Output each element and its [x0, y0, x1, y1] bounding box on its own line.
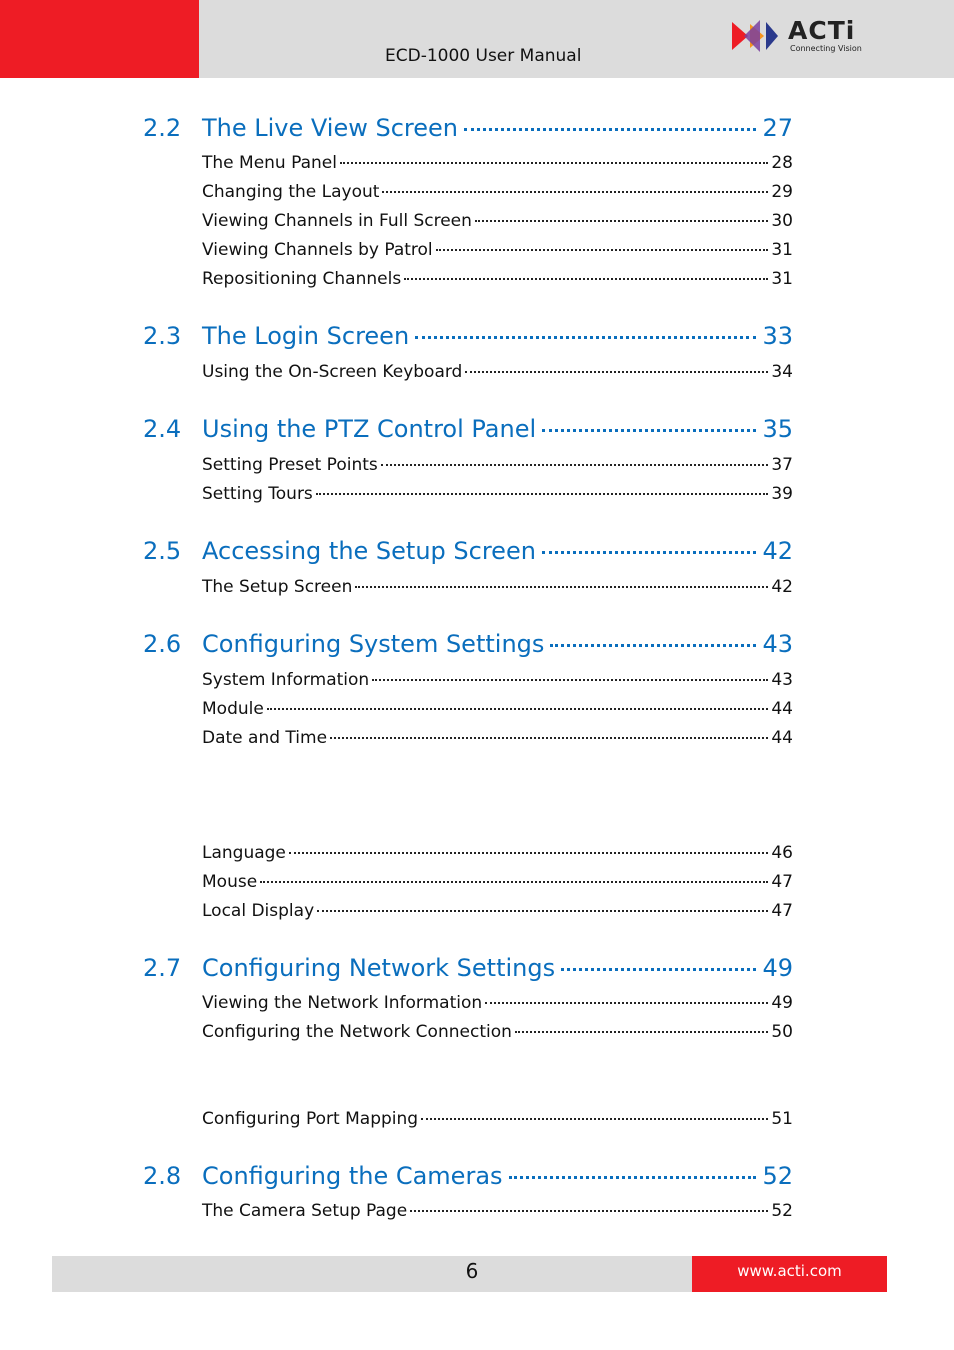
toc-section-2-2[interactable]: [143, 114, 793, 148]
header-red-block: [0, 0, 199, 78]
toc-entry[interactable]: [202, 993, 793, 1017]
toc-entry[interactable]: [202, 211, 793, 235]
dot-leader: [415, 336, 756, 339]
toc-section-2-6[interactable]: [143, 630, 793, 664]
toc-entry[interactable]: [202, 1201, 793, 1225]
section-page: 27: [762, 114, 793, 142]
entry-page: 30: [771, 211, 793, 231]
dot-leader: [316, 493, 769, 495]
section-title: Accessing the Setup Screen: [202, 537, 536, 565]
dot-leader: [355, 586, 768, 588]
toc-section-2-3[interactable]: [143, 322, 793, 356]
dot-leader: [485, 1002, 768, 1004]
section-number: 2.7: [143, 954, 182, 982]
toc-section-2-4[interactable]: [143, 415, 793, 449]
entry-title: Configuring Port Mapping: [202, 1109, 419, 1129]
toc-entry[interactable]: [202, 182, 793, 206]
section-number: 2.5: [143, 537, 182, 565]
section-page: 43: [762, 630, 793, 658]
toc-entry[interactable]: [202, 1022, 793, 1046]
dot-leader: [542, 551, 757, 554]
entry-title: Repositioning Channels: [202, 269, 402, 289]
section-title: Using the PTZ Control Panel: [202, 415, 537, 443]
entry-title: Changing the Layout: [202, 182, 380, 202]
entry-title: Mouse: [202, 872, 258, 892]
section-title: Configuring Network Settings: [202, 954, 556, 982]
dot-leader: [436, 249, 769, 251]
dot-leader: [509, 1176, 757, 1179]
entry-page: 28: [771, 153, 793, 173]
dot-leader: [289, 852, 768, 854]
dot-leader: [550, 644, 756, 647]
toc-entry[interactable]: [202, 1109, 793, 1133]
entry-title: Language: [202, 843, 286, 863]
section-number: 2.4: [143, 415, 182, 443]
entry-page: 49: [771, 993, 793, 1013]
entry-title: Module: [202, 699, 264, 719]
dot-leader: [260, 881, 768, 883]
entry-title: The Camera Setup Page: [202, 1201, 408, 1221]
section-title: Configuring System Settings: [202, 630, 545, 658]
entry-page: 46: [771, 843, 793, 863]
toc-entry[interactable]: [202, 153, 793, 177]
entry-title: Setting Tours: [202, 484, 313, 504]
section-page: 33: [762, 322, 793, 350]
entry-title: Setting Preset Points: [202, 455, 378, 475]
dot-leader: [464, 128, 756, 131]
section-page: 49: [762, 954, 793, 982]
entry-page: 52: [771, 1201, 793, 1221]
entry-title: Viewing Channels by Patrol: [202, 240, 433, 260]
dot-leader: [404, 278, 768, 280]
dot-leader: [515, 1031, 768, 1033]
toc-entry[interactable]: [202, 901, 793, 925]
toc-section-2-5[interactable]: [143, 537, 793, 571]
section-title: The Live View Screen: [202, 114, 458, 142]
toc-entry[interactable]: [202, 843, 793, 867]
document-title: ECD-1000 User Manual: [385, 46, 582, 66]
dot-leader: [542, 429, 756, 432]
toc-section-2-8[interactable]: [143, 1162, 793, 1196]
section-page: 35: [762, 415, 793, 443]
entry-page: 43: [771, 670, 793, 690]
toc-section-2-7[interactable]: [143, 954, 793, 988]
logo-tagline: Connecting Vision: [790, 44, 862, 53]
toc-entry[interactable]: [202, 484, 793, 508]
entry-page: 31: [771, 269, 793, 289]
entry-page: 50: [771, 1022, 793, 1042]
entry-page: 34: [771, 362, 793, 382]
logo-wordmark: ACTi: [788, 16, 856, 45]
dot-leader: [410, 1210, 768, 1212]
dot-leader: [381, 464, 769, 466]
dot-leader: [561, 968, 756, 971]
section-title: The Login Screen: [202, 322, 410, 350]
toc-entry[interactable]: [202, 269, 793, 293]
dot-leader: [330, 737, 768, 739]
entry-title: Viewing the Network Information: [202, 993, 483, 1013]
entry-title: Viewing Channels in Full Screen: [202, 211, 472, 231]
toc-entry[interactable]: [202, 362, 793, 386]
dot-leader: [340, 162, 768, 164]
entry-title: The Setup Screen: [202, 577, 353, 597]
entry-page: 29: [771, 182, 793, 202]
dot-leader: [465, 371, 768, 373]
entry-title: Configuring the Network Connection: [202, 1022, 512, 1042]
entry-title: The Menu Panel: [202, 153, 337, 173]
toc-entry[interactable]: [202, 670, 793, 694]
section-page: 42: [762, 537, 793, 565]
page-number: 6: [465, 1259, 479, 1283]
toc-entry[interactable]: [202, 455, 793, 479]
entry-title: Using the On-Screen Keyboard: [202, 362, 463, 382]
dot-leader: [372, 679, 768, 681]
entry-page: 42: [771, 577, 793, 597]
website-link[interactable]: www.acti.com: [737, 1262, 842, 1280]
dot-leader: [421, 1118, 768, 1120]
entry-title: Local Display: [202, 901, 315, 921]
entry-page: 47: [771, 901, 793, 921]
dot-leader: [382, 191, 768, 193]
section-page: 52: [762, 1162, 793, 1190]
entry-title: System Information: [202, 670, 370, 690]
toc-entry[interactable]: [202, 240, 793, 264]
toc-entry[interactable]: [202, 872, 793, 896]
entry-page: 47: [771, 872, 793, 892]
toc-entry[interactable]: [202, 577, 793, 601]
section-title: Configuring the Cameras: [202, 1162, 503, 1190]
acti-logo: [730, 16, 870, 58]
dot-leader: [475, 220, 768, 222]
dot-leader: [267, 708, 769, 710]
section-number: 2.6: [143, 630, 182, 658]
section-number: 2.2: [143, 114, 182, 142]
entry-page: 44: [771, 699, 793, 719]
entry-page: 44: [771, 728, 793, 748]
section-number: 2.3: [143, 322, 182, 350]
entry-page: 39: [771, 484, 793, 504]
acti-logo-icon: [730, 18, 780, 54]
entry-page: 31: [771, 240, 793, 260]
toc-entry[interactable]: [202, 699, 793, 723]
entry-page: 51: [771, 1109, 793, 1129]
dot-leader: [317, 910, 768, 912]
section-number: 2.8: [143, 1162, 182, 1190]
entry-title: Date and Time: [202, 728, 328, 748]
entry-page: 37: [771, 455, 793, 475]
toc-entry[interactable]: [202, 728, 793, 752]
